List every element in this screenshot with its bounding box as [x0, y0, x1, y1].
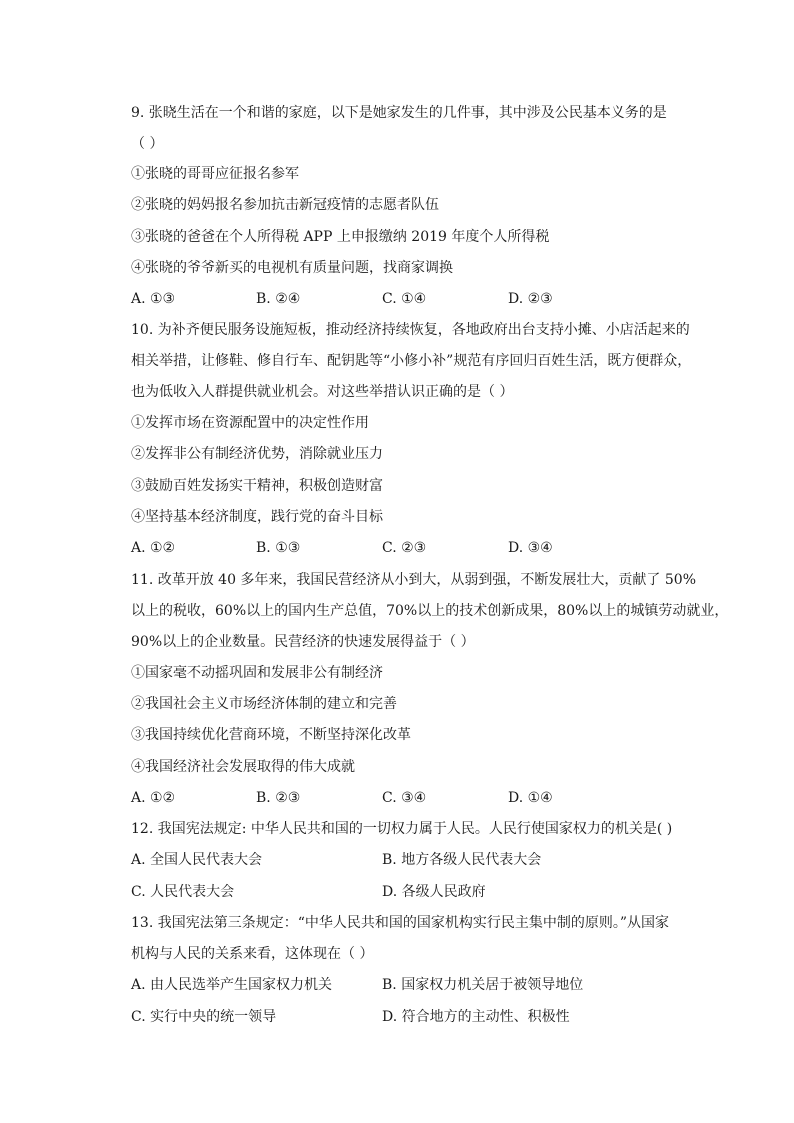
- option-a: A. 全国人民代表大会: [131, 852, 263, 868]
- option-a: A. ①②: [131, 540, 176, 556]
- statement-item: ④张晓的爷爷新买的电视机有质量问题，找商家调换: [131, 260, 453, 276]
- question-stem-line: 13. 我国宪法第三条规定：“中华人民共和国的国家机构实行民主集中制的原则。”从国家: [131, 915, 670, 931]
- statement-item: ③我国持续优化营商环境，不断坚持深化改革: [131, 727, 411, 743]
- answer-options: [131, 1007, 711, 1027]
- question-stem-line: 90%以上的企业数量。民营经济的快速发展得益于（ ）: [131, 634, 475, 650]
- answer-options: [131, 975, 711, 995]
- option-b: B. ②③: [256, 790, 301, 806]
- option-b: B. ①③: [256, 540, 301, 556]
- option-b: B. 国家权力机关居于被领导地位: [382, 977, 584, 993]
- answer-options: [131, 788, 711, 808]
- statement-item: ④我国经济社会发展取得的伟大成就: [131, 759, 355, 775]
- option-a: A. ①②: [131, 790, 176, 806]
- option-c: C. ①④: [382, 291, 427, 307]
- option-a: A. ①③: [131, 291, 176, 307]
- statement-item: ②张晓的妈妈报名参加抗击新冠疫情的志愿者队伍: [131, 197, 439, 213]
- option-c: C. ③④: [382, 790, 427, 806]
- option-d: D. ①④: [508, 790, 553, 806]
- option-c: C. 实行中央的统一领导: [131, 1009, 277, 1025]
- statement-item: ②发挥非公有制经济优势，消除就业压力: [131, 446, 383, 462]
- question-stem-line: 以上的税收，60%以上的国内生产总值，70%以上的技术创新成果，80%以上的城镇劳动就业，: [131, 603, 729, 619]
- option-b: B. ②④: [256, 291, 301, 307]
- option-d: D. ③④: [508, 540, 553, 556]
- option-d: D. 符合地方的主动性、积极性: [382, 1009, 570, 1025]
- question-stem-line: 也为低收入人群提供就业机会。对这些举措认识正确的是（ ）: [131, 384, 514, 400]
- option-d: D. ②③: [508, 291, 553, 307]
- question-stem-line: 相关举措，让修鞋、修自行车、配钥匙等“小修小补”规范有序回归百姓生活，既方便群众，: [131, 353, 692, 369]
- statement-item: ③鼓励百姓发扬实干精神，积极创造财富: [131, 478, 383, 494]
- question-stem-line: 10. 为补齐便民服务设施短板，推动经济持续恢复，各地政府出台支持小摊、小店活起来的: [131, 322, 690, 338]
- option-c: C. ②③: [382, 540, 427, 556]
- statement-item: ④坚持基本经济制度，践行党的奋斗目标: [131, 509, 383, 525]
- option-a: A. 由人民选举产生国家权力机关: [131, 977, 333, 993]
- answer-options: [131, 882, 711, 902]
- question-stem-line: 机构与人民的关系来看，这体现在（ ）: [131, 946, 374, 962]
- answer-options: [131, 850, 711, 870]
- statement-item: ③张晓的爸爸在个人所得税 APP 上申报缴纳 2019 年度个人所得税: [131, 229, 550, 245]
- answer-options: [131, 538, 711, 558]
- statement-item: ①张晓的哥哥应征报名参军: [131, 166, 299, 182]
- question-stem-line: 11. 改革开放 40 多年来，我国民营经济从小到大，从弱到强，不断发展壮大，贡献了 50%: [131, 572, 696, 588]
- answer-options: [131, 289, 711, 309]
- question-stem-line: （ ）: [131, 136, 164, 152]
- option-b: B. 地方各级人民代表大会: [382, 852, 542, 868]
- option-d: D. 各级人民政府: [382, 884, 486, 900]
- statement-item: ②我国社会主义市场经济体制的建立和完善: [131, 696, 397, 712]
- question-stem-line: 12. 我国宪法规定: 中华人民共和国的一切权力属于人民。人民行使国家权力的机关是( ): [131, 821, 673, 837]
- statement-item: ①国家毫不动摇巩固和发展非公有制经济: [131, 665, 383, 681]
- option-c: C. 人民代表大会: [131, 884, 235, 900]
- question-stem-line: 9. 张晓生活在一个和谐的家庭，以下是她家发生的几件事，其中涉及公民基本义务的是: [131, 105, 667, 121]
- statement-item: ①发挥市场在资源配置中的决定性作用: [131, 415, 369, 431]
